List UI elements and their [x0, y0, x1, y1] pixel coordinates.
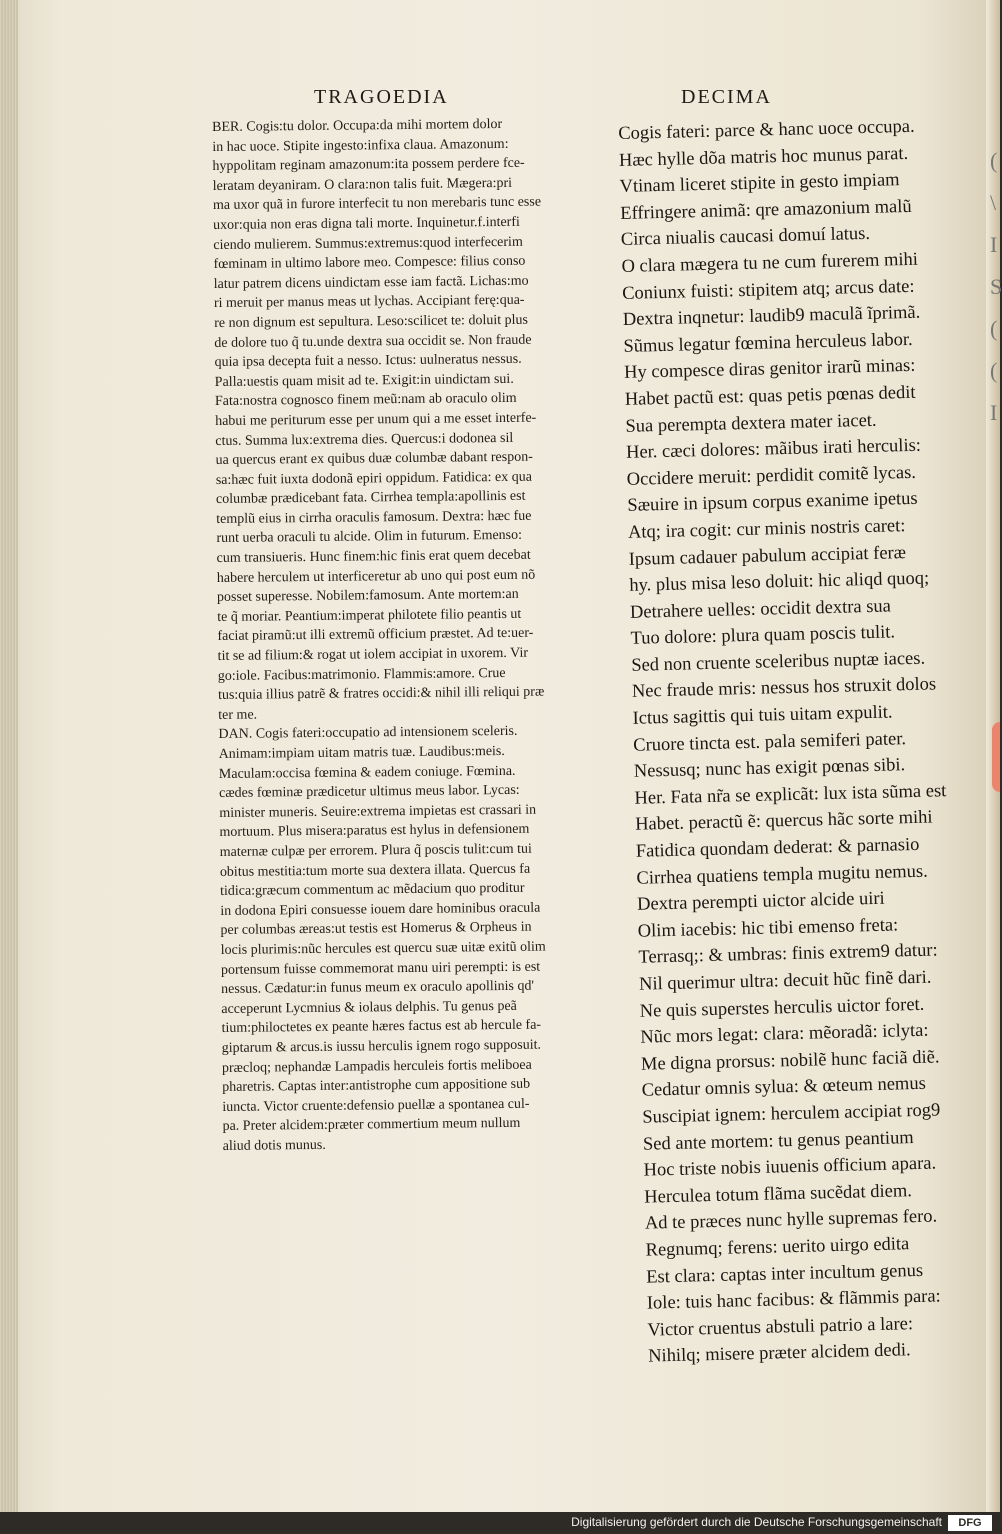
- commentary-line: in hac uoce. Stipite ingesto:infixa claua. Amazonum:: [212, 136, 509, 155]
- verse-line: Victor cruentus abstuli patrio a lare:: [647, 1313, 914, 1341]
- side-mark: S: [990, 274, 1002, 299]
- commentary-line: ter me.: [218, 707, 258, 723]
- verse-line: Ne quis superstes herculis uictor foret.: [639, 994, 925, 1022]
- side-mark: \: [990, 190, 997, 215]
- commentary-line: ctus. Summa lux:extrema dies. Quercus:i dodonea sil: [215, 430, 514, 449]
- commentary-line: habere herculem ut interficeretur ab uno qui post eum nõ: [216, 567, 536, 586]
- page-gutter: [0, 0, 18, 1512]
- commentary-line: ua quercus erant ex quibus duæ columbæ dabant respon-: [215, 449, 533, 469]
- verse-line: Cruore tincta est. pala semiferi pater.: [633, 728, 907, 756]
- commentary-line: acceperunt Lycmnius & iolaus delphis. Tu genus peã: [221, 998, 517, 1017]
- commentary-line: mortuum. Plus misera:paratus est hylus in defensionem: [219, 822, 530, 841]
- commentary-line: maternæ culpæ per errorem. Plura q̃ poscis tulit:cum tui: [219, 841, 532, 860]
- commentary-line: hyppolitam reginam amazonum:ita possem perdere fce-: [212, 155, 525, 175]
- verse-line: Cirrhea quatiens templa mugitu nemus.: [636, 861, 928, 889]
- facing-page-marks: [990, 140, 1000, 434]
- commentary-line: Fata:nostra cognosco finem meũ:nam ab oraculo olim: [214, 391, 517, 410]
- verse-line: Iole: tuis hanc facibus: & flãmmis para:: [646, 1286, 941, 1314]
- commentary-line: aliud dotis munus.: [222, 1137, 326, 1154]
- verse-line: Nihilq; misere præter alcidem dedi.: [647, 1340, 911, 1367]
- commentary-line: posset superesse. Nobilem:famosum. Ante mortem:an: [216, 587, 519, 606]
- commentary-line: latur patrem dicens uindictam esse iam factã. Lichas:mo: [213, 273, 529, 292]
- commentary-line: iuncta. Victor cruente:defensio puellæ a spontanea cul-: [222, 1096, 530, 1115]
- verse-line: Dextra perempti uictor alcide uiri: [636, 888, 885, 915]
- commentary-line: columbæ prædicebant fata. Cirrhea templa:apollinis est: [215, 489, 526, 508]
- verse-line: Nil querimur ultra: decuit hũc finẽ dari.: [638, 967, 932, 995]
- verse-line: Habet pactũ est: quas petis pœnas dedit: [624, 382, 916, 410]
- verse-line: Dextra inqnetur: laudib9 maculã ĩprimã.: [622, 302, 921, 331]
- verse-line: Me digna prorsus: nobilẽ hunc faciã diẽ.: [640, 1047, 940, 1075]
- commentary-line: locis plurimis:nũc hercules est quercu suæ uitæ exitũ olim: [220, 939, 546, 958]
- side-mark: I: [990, 400, 998, 425]
- verse-line: Cedatur omnis sylua: & œteum nemus: [641, 1074, 927, 1102]
- verse-line: Cogis fateri: parce & hanc uoce occupa.: [618, 116, 915, 144]
- commentary-column: [212, 114, 635, 1157]
- verse-line: Ictus sagittis qui tuis uitam expulit.: [632, 702, 893, 729]
- verse-line: Occidere meruit: perdidit comitẽ lycas.: [626, 462, 917, 490]
- verse-line: Effringere animã: qre amazonium malũ: [620, 196, 912, 224]
- commentary-line: tus:quia illius patrẽ & fratres occidi:& nihil illi reliqui præ: [217, 684, 545, 704]
- verse-line: Hoc triste nobis iuuenis officium apara.: [643, 1153, 937, 1181]
- commentary-line: faciat piramũ:ut illi extremũ officium præstet. Ad te:uer-: [217, 626, 534, 645]
- verse-line: Her. cæci dolores: mãibus irati herculis:: [625, 435, 922, 464]
- verse-line: Nessusq; nunc has exigit pœnas sibi.: [633, 755, 906, 783]
- verse-line: Hy compesce diras genitor irarũ minas:: [623, 356, 916, 384]
- commentary-line: sa:hæc fuit iuxta dodonã epiri oppidum. Fatidica: ex qua: [215, 469, 532, 488]
- commentary-line: tium:philoctetes ex peante hæres factus est ab hercule fa-: [221, 1017, 542, 1037]
- verse-line: Vtinam liceret stipite in gesto impiam: [619, 170, 900, 198]
- commentary-line: ma uxor quã in furore interfecit tu non merebaris tunc esse: [212, 194, 542, 214]
- verse-line: Sæuire in ipsum corpus exanime ipetus: [627, 489, 918, 517]
- verse-line: Detrahere uelles: occidit dextra sua: [629, 596, 892, 623]
- commentary-line: go:iole. Facibus:matrimonio. Flammis:amore. Crue: [217, 665, 506, 684]
- verse-line: Sed ante mortem: tu genus peantium: [642, 1127, 914, 1155]
- commentary-line: te q̃ moriar. Peantium:imperat philotete filio peantis ut: [217, 606, 522, 625]
- commentary-line: ciendo mulierem. Summus:extremus:quod interfecerim: [213, 234, 523, 253]
- commentary-line: leratam deyaniram. O clara:non talis fuit. Mægera:pri: [212, 175, 513, 194]
- verse-line: Sũmus legatur fœmina herculeus labor.: [623, 329, 913, 357]
- verse-line: Circa niualis caucasi domuí latus.: [620, 224, 871, 251]
- verse-line: Tuo dolore: plura quam poscis tulit.: [630, 622, 896, 650]
- verse-column: [618, 112, 1000, 1370]
- running-head-left: TRAGOEDIA: [314, 86, 449, 108]
- verse-line: Sed non cruente sceleribus nuptæ iaces.: [631, 648, 926, 676]
- side-mark: (: [990, 358, 998, 383]
- commentary-line: ri meruit per manus meas ut lychas. Accipiant ferę:qua-: [213, 293, 525, 312]
- verse-line: Sua perempta dextera mater iacet.: [625, 410, 877, 437]
- commentary-line: tidica:græcum commentum ac mẽdacium quo proditur: [220, 880, 525, 900]
- commentary-line: uxor:quia non eras digna tali morte. Inquinetur.f.interfi: [213, 214, 520, 233]
- commentary-line: fœminam in ultimo labore meo. Compesce: filius conso: [213, 253, 526, 273]
- verse-line: Her. Fata nr̃a se explicãt: lux ista sũma est: [634, 781, 947, 809]
- commentary-line: obitus mestitia:tum morte sua dextera illata. Quercus fa: [219, 861, 531, 880]
- side-mark: I: [990, 232, 998, 257]
- verse-line: Habet. peractũ ẽ: quercus hãc sorte mihi: [634, 807, 933, 836]
- verse-line: Hæc hylle dõa matris hoc munus parat.: [618, 143, 909, 171]
- commentary-line: quia ipsa decepta fuit a nesso. Ictus: uulneratus nessus.: [214, 351, 522, 371]
- commentary-line: pharetris. Captas inter:antistrophe cum appositione sub: [222, 1076, 531, 1096]
- verse-line: Herculea totum flãma sucẽdat diem.: [644, 1180, 913, 1208]
- commentary-line: præcloq; nephandæ Lampadis herculeis fortis meliboea: [221, 1057, 532, 1076]
- verse-line: O clara mægera tu ne cum furerem mihi: [621, 249, 919, 277]
- commentary-line: de dolore tuo q̃ tu.unde dextra sua occidit se. Non fraude: [214, 332, 532, 351]
- verse-line: hy. plus misa leso doluit: hic aliqd quoq;: [629, 568, 930, 596]
- commentary-line: per columbas æreas:ut testis est Homerus & Orpheus in: [220, 920, 532, 939]
- commentary-line: cum transiueris. Hunc finem:hic finis erat quem decebat: [216, 547, 531, 567]
- commentary-line: templũ eius in cirrha oraculis famosum. Dextra: hæc fue: [216, 508, 532, 527]
- commentary-line: in dodona Epiri consuesse iouem dare hominibus oracula: [220, 900, 541, 919]
- verse-line: Ad te præces nunc hylle supremas fero.: [644, 1206, 938, 1235]
- verse-line: Olim iacebis: hic tibi emenso freta:: [637, 915, 899, 942]
- commentary-line: BER. Cogis:tu dolor. Occupa:da mihi mortem dolor: [212, 116, 503, 135]
- side-mark: (: [990, 316, 998, 341]
- side-mark: (: [990, 148, 998, 173]
- commentary-line: Maculam:occisa fœmina & eadem coniuge. Fœmina.: [218, 763, 516, 782]
- verse-line: Coniunx fuisti: stipitem atq; arcus date:: [621, 276, 915, 304]
- commentary-line: portensum fuisse commemorat manu uiri perempti: is est: [220, 959, 541, 978]
- commentary-line: tit se ad filium:& rogat ut iolem accipiat in uxorem. Vir: [217, 645, 529, 665]
- commentary-line: giptarum & arcus.is iussu herculis ignem rogo supposuit.: [221, 1037, 542, 1056]
- verse-line: Terrasq;: & umbras: finis extrem9 datur:: [638, 940, 938, 969]
- commentary-line: pa. Preter alcidem:præter commertium meum nullum: [222, 1116, 521, 1135]
- running-head-right: DECIMA: [681, 86, 772, 108]
- verse-line: Ipsum cadauer pabulum accipiat feræ: [628, 542, 907, 570]
- footer-credit: Digitalisierung gefördert durch die Deutsche Forschungsgemeinschaft: [571, 1515, 942, 1529]
- verse-line: Nũc mors legat: clara: mẽoradã: iclyta:: [640, 1020, 929, 1048]
- commentary-line: Animam:impiam uitam matris tuæ. Laudibus:meis.: [218, 743, 505, 762]
- commentary-line: re non dignum est sepultura. Leso:scilicet te: doluit plus: [214, 312, 528, 331]
- verse-line: Fatidica quondam dederat: & parnasio: [635, 834, 920, 862]
- footer-bar: [0, 1512, 1000, 1534]
- commentary-line: Palla:uestis quam misit ad te. Exigit:in uindictam sui.: [214, 371, 514, 390]
- bookmark-tab: [992, 722, 1000, 792]
- commentary-line: nessus. Cædatur:in funus meum ex oraculo apollinis qd': [221, 978, 535, 998]
- commentary-line: minister muneris. Seuire:extrema impietas est crassari in: [219, 802, 537, 821]
- commentary-line: habui me periturum esse per unum qui a me esset interfe-: [215, 410, 537, 429]
- verse-line: Atq; ira cogit: cur minis nostris caret:: [627, 516, 906, 543]
- verse-line: Suscipiat ignem: herculem accipiat rog9: [642, 1100, 941, 1128]
- commentary-line: DAN. Cogis fateri:occupatio ad intensionem sceleris.: [218, 724, 518, 743]
- dfg-logo: DFG: [948, 1515, 992, 1531]
- commentary-line: runt uerba oraculi tu alcide. Olim in futurum. Emenso:: [216, 528, 523, 547]
- verse-line: Nec fraude mris: nessus hos struxit dolos: [631, 674, 937, 703]
- commentary-line: cædes fœminæ prædicetur ultimus meus labor. Lycas:: [218, 783, 520, 802]
- verse-line: Est clara: captas inter incultum genus: [646, 1260, 924, 1288]
- verse-line: Regnumq; ferens: uerito uirgo edita: [645, 1234, 910, 1261]
